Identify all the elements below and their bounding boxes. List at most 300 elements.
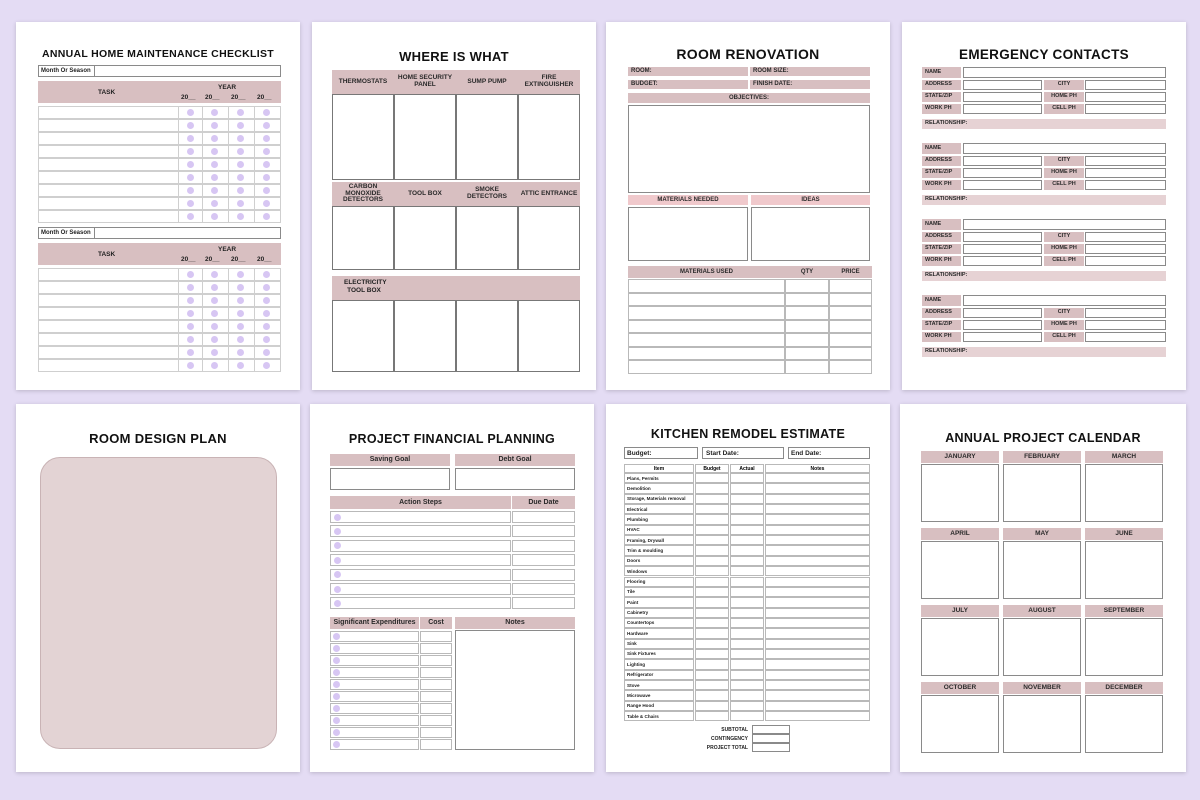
value-cell[interactable]	[730, 597, 764, 607]
checkbox-circle[interactable]	[263, 349, 270, 356]
price-cell[interactable]	[829, 320, 872, 334]
value-cell[interactable]	[695, 566, 729, 576]
checkbox-circle[interactable]	[211, 200, 218, 207]
value-cell[interactable]	[730, 628, 764, 638]
value-cell[interactable]	[730, 639, 764, 649]
checkbox-circle[interactable]	[187, 336, 194, 343]
checkbox-circle[interactable]	[263, 187, 270, 194]
checkbox-circle[interactable]	[211, 135, 218, 142]
location-box[interactable]	[394, 206, 456, 270]
contact-field[interactable]	[963, 244, 1042, 254]
contact-field[interactable]	[1085, 92, 1166, 102]
checkbox-circle[interactable]	[187, 109, 194, 116]
expenditure-field[interactable]	[330, 655, 419, 666]
value-cell[interactable]	[695, 597, 729, 607]
expenditure-bullet[interactable]	[333, 693, 340, 700]
qty-cell[interactable]	[785, 320, 829, 334]
qty-cell[interactable]	[785, 333, 829, 347]
name-field[interactable]	[963, 67, 1166, 78]
project-total-field[interactable]	[752, 743, 790, 752]
contact-field[interactable]	[963, 308, 1042, 318]
subtotal-field[interactable]	[752, 725, 790, 734]
value-cell[interactable]	[695, 618, 729, 628]
name-field[interactable]	[963, 295, 1166, 306]
contact-field[interactable]	[963, 80, 1042, 90]
value-cell[interactable]	[730, 525, 764, 535]
value-cell[interactable]	[765, 483, 870, 493]
month-box[interactable]	[1003, 695, 1081, 753]
location-box[interactable]	[456, 94, 518, 180]
expenditure-bullet[interactable]	[333, 705, 340, 712]
checkbox-circle[interactable]	[263, 284, 270, 291]
checkbox-circle[interactable]	[211, 323, 218, 330]
price-cell[interactable]	[829, 333, 872, 347]
contact-field[interactable]	[963, 156, 1042, 166]
value-cell[interactable]	[695, 659, 729, 669]
expenditure-bullet[interactable]	[333, 657, 340, 664]
value-cell[interactable]	[765, 494, 870, 504]
month-box[interactable]	[921, 464, 999, 522]
checkbox-circle[interactable]	[263, 148, 270, 155]
price-cell[interactable]	[829, 279, 872, 293]
action-step-field[interactable]	[330, 525, 511, 537]
relationship-field[interactable]: RELATIONSHIP:	[922, 271, 1166, 281]
location-box[interactable]	[456, 206, 518, 270]
name-field[interactable]	[963, 143, 1166, 154]
value-cell[interactable]	[765, 587, 870, 597]
value-cell[interactable]	[695, 577, 729, 587]
cost-field[interactable]	[420, 739, 452, 750]
action-step-field[interactable]	[330, 511, 511, 523]
location-box[interactable]	[518, 94, 580, 180]
checkbox-circle[interactable]	[211, 297, 218, 304]
contact-field[interactable]	[963, 232, 1042, 242]
task-row[interactable]	[38, 119, 281, 132]
checkbox-circle[interactable]	[187, 148, 194, 155]
cost-field[interactable]	[420, 631, 452, 642]
checkbox-circle[interactable]	[237, 362, 244, 369]
column-divider	[254, 307, 255, 320]
checkbox-circle[interactable]	[211, 187, 218, 194]
action-step-field[interactable]	[330, 569, 511, 581]
contact-field[interactable]	[963, 180, 1042, 190]
material-cell[interactable]	[628, 360, 785, 374]
month-box[interactable]	[1003, 464, 1081, 522]
checkbox-circle[interactable]	[263, 271, 270, 278]
expenditure-field[interactable]	[330, 739, 419, 750]
value-cell[interactable]	[765, 701, 870, 711]
month-box[interactable]	[1085, 541, 1163, 599]
checkbox-circle[interactable]	[263, 336, 270, 343]
value-cell[interactable]	[695, 680, 729, 690]
cost-field[interactable]	[420, 679, 452, 690]
expenditure-bullet[interactable]	[333, 681, 340, 688]
checkbox-circle[interactable]	[263, 161, 270, 168]
month-box[interactable]	[921, 541, 999, 599]
month-box[interactable]	[1085, 464, 1163, 522]
item-label: Storage, Materials removal	[627, 496, 686, 502]
contact-field[interactable]	[963, 104, 1042, 114]
value-cell[interactable]	[695, 535, 729, 545]
value-cell[interactable]	[730, 494, 764, 504]
action-step-field[interactable]	[330, 554, 511, 566]
value-cell[interactable]	[765, 690, 870, 700]
due-date-field[interactable]	[512, 540, 575, 552]
contact-field[interactable]	[963, 320, 1042, 330]
checkbox-circle[interactable]	[263, 310, 270, 317]
location-box[interactable]	[394, 300, 456, 372]
task-row[interactable]	[38, 333, 281, 346]
value-cell[interactable]	[765, 556, 870, 566]
checkbox-circle[interactable]	[237, 122, 244, 129]
task-row[interactable]	[38, 145, 281, 158]
due-date-field[interactable]	[512, 554, 575, 566]
debt-goal-box[interactable]	[455, 468, 575, 490]
location-box[interactable]	[332, 300, 394, 372]
contact-field[interactable]	[963, 168, 1042, 178]
value-cell[interactable]	[730, 659, 764, 669]
checkbox-circle[interactable]	[211, 349, 218, 356]
due-date-field[interactable]	[512, 597, 575, 609]
expenditure-field[interactable]	[330, 715, 419, 726]
checkbox-circle[interactable]	[237, 323, 244, 330]
value-cell[interactable]	[765, 597, 870, 607]
value-cell[interactable]	[730, 577, 764, 587]
value-cell[interactable]	[730, 566, 764, 576]
value-cell[interactable]	[765, 504, 870, 514]
action-step-field[interactable]	[330, 583, 511, 595]
value-cell[interactable]	[695, 670, 729, 680]
step-bullet[interactable]	[334, 586, 341, 593]
cost-field[interactable]	[420, 667, 452, 678]
expenditure-bullet[interactable]	[333, 645, 340, 652]
checkbox-circle[interactable]	[263, 109, 270, 116]
checkbox-circle[interactable]	[237, 148, 244, 155]
expenditure-bullet[interactable]	[333, 633, 340, 640]
value-cell[interactable]	[765, 628, 870, 638]
qty-cell[interactable]	[785, 293, 829, 307]
checkbox-circle[interactable]	[187, 174, 194, 181]
value-cell[interactable]	[765, 711, 870, 721]
value-cell[interactable]	[765, 680, 870, 690]
name-field[interactable]	[963, 219, 1166, 230]
task-row[interactable]	[38, 294, 281, 307]
qty-cell[interactable]	[785, 279, 829, 293]
value-cell[interactable]	[765, 473, 870, 483]
checkbox-circle[interactable]	[211, 310, 218, 317]
checkbox-circle[interactable]	[187, 310, 194, 317]
value-cell[interactable]	[695, 711, 729, 721]
price-cell[interactable]	[829, 306, 872, 320]
value-cell[interactable]	[730, 618, 764, 628]
expenditure-field[interactable]	[330, 679, 419, 690]
expenditure-bullet[interactable]	[333, 741, 340, 748]
value-cell[interactable]	[695, 545, 729, 555]
value-cell[interactable]	[765, 608, 870, 618]
checkbox-circle[interactable]	[211, 336, 218, 343]
value-cell[interactable]	[730, 473, 764, 483]
checkbox-circle[interactable]	[187, 323, 194, 330]
checkbox-circle[interactable]	[187, 200, 194, 207]
contact-field[interactable]	[963, 256, 1042, 266]
relationship-field[interactable]: RELATIONSHIP:	[922, 195, 1166, 205]
month-box[interactable]	[1085, 695, 1163, 753]
due-date-field[interactable]	[512, 583, 575, 595]
checkbox-circle[interactable]	[237, 310, 244, 317]
checkbox-circle[interactable]	[187, 213, 194, 220]
location-box[interactable]	[518, 300, 580, 372]
checkbox-circle[interactable]	[211, 148, 218, 155]
value-cell[interactable]	[765, 535, 870, 545]
task-row[interactable]	[38, 184, 281, 197]
objectives-box[interactable]	[628, 105, 870, 193]
task-row[interactable]	[38, 106, 281, 119]
value-cell[interactable]	[695, 525, 729, 535]
checkbox-circle[interactable]	[263, 200, 270, 207]
month-box[interactable]	[921, 618, 999, 676]
expenditure-bullet[interactable]	[333, 729, 340, 736]
material-cell[interactable]	[628, 347, 785, 361]
value-cell[interactable]	[730, 608, 764, 618]
checkbox-circle[interactable]	[211, 174, 218, 181]
checkbox-circle[interactable]	[237, 297, 244, 304]
contact-field[interactable]	[963, 92, 1042, 102]
contact-field[interactable]	[1085, 156, 1166, 166]
contingency-field[interactable]	[752, 734, 790, 743]
value-cell[interactable]	[730, 711, 764, 721]
value-cell[interactable]	[765, 649, 870, 659]
checkbox-circle[interactable]	[187, 271, 194, 278]
task-row[interactable]	[38, 359, 281, 372]
action-step-field[interactable]	[330, 597, 511, 609]
column-divider	[228, 281, 229, 294]
expenditure-bullet[interactable]	[333, 669, 340, 676]
task-row[interactable]	[38, 268, 281, 281]
location-box[interactable]	[332, 206, 394, 270]
cost-field[interactable]	[420, 715, 452, 726]
task-row[interactable]	[38, 197, 281, 210]
expenditure-field[interactable]	[330, 691, 419, 702]
checkbox-circle[interactable]	[187, 161, 194, 168]
value-cell[interactable]	[730, 514, 764, 524]
expenditure-field[interactable]	[330, 703, 419, 714]
contact-field[interactable]	[1085, 244, 1166, 254]
cost-field[interactable]	[420, 691, 452, 702]
value-cell[interactable]	[695, 494, 729, 504]
checkbox-circle[interactable]	[263, 174, 270, 181]
checkbox-circle[interactable]	[263, 122, 270, 129]
month-box[interactable]	[1003, 618, 1081, 676]
value-cell[interactable]	[695, 483, 729, 493]
column-divider	[202, 184, 203, 197]
checkbox-circle[interactable]	[263, 323, 270, 330]
value-cell[interactable]	[730, 670, 764, 680]
checkbox-circle[interactable]	[187, 297, 194, 304]
checkbox-circle[interactable]	[187, 122, 194, 129]
checkbox-circle[interactable]	[263, 213, 270, 220]
checkbox-circle[interactable]	[237, 109, 244, 116]
price-cell[interactable]	[829, 347, 872, 361]
checkbox-circle[interactable]	[237, 161, 244, 168]
material-cell[interactable]	[628, 320, 785, 334]
location-box[interactable]	[332, 94, 394, 180]
cost-field[interactable]	[420, 655, 452, 666]
value-cell[interactable]	[695, 701, 729, 711]
contact-field[interactable]	[1085, 232, 1166, 242]
location-box[interactable]	[518, 206, 580, 270]
contact-field[interactable]	[1085, 256, 1166, 266]
materials-needed-box[interactable]	[628, 207, 748, 261]
value-cell[interactable]	[765, 670, 870, 680]
value-cell[interactable]	[730, 680, 764, 690]
checkbox-circle[interactable]	[211, 161, 218, 168]
checkbox-circle[interactable]	[263, 297, 270, 304]
qty-cell[interactable]	[785, 347, 829, 361]
value-cell[interactable]	[765, 525, 870, 535]
value-cell[interactable]	[730, 690, 764, 700]
value-cell[interactable]	[730, 649, 764, 659]
checkbox-circle[interactable]	[237, 187, 244, 194]
location-box[interactable]	[394, 94, 456, 180]
task-row[interactable]	[38, 132, 281, 145]
value-cell[interactable]	[730, 587, 764, 597]
value-cell[interactable]	[695, 608, 729, 618]
checkbox-circle[interactable]	[211, 122, 218, 129]
relationship-field[interactable]: RELATIONSHIP:	[922, 119, 1166, 129]
cost-field[interactable]	[420, 703, 452, 714]
checkbox-circle[interactable]	[237, 213, 244, 220]
value-cell[interactable]	[765, 566, 870, 576]
value-cell[interactable]	[730, 556, 764, 566]
task-row[interactable]	[38, 210, 281, 223]
task-row[interactable]	[38, 158, 281, 171]
checkbox-circle[interactable]	[211, 362, 218, 369]
qty-cell[interactable]	[785, 306, 829, 320]
price-cell[interactable]	[829, 293, 872, 307]
checkbox-circle[interactable]	[263, 135, 270, 142]
expenditure-field[interactable]	[330, 643, 419, 654]
checkbox-circle[interactable]	[187, 135, 194, 142]
contact-field[interactable]	[963, 332, 1042, 342]
value-cell[interactable]	[695, 473, 729, 483]
due-date-field[interactable]	[512, 525, 575, 537]
value-cell[interactable]	[695, 587, 729, 597]
notes-box[interactable]	[455, 630, 575, 750]
due-date-field[interactable]	[512, 511, 575, 523]
value-cell[interactable]	[730, 545, 764, 555]
checkbox-circle[interactable]	[187, 187, 194, 194]
checkbox-circle[interactable]	[237, 174, 244, 181]
checkbox-circle[interactable]	[237, 271, 244, 278]
value-cell[interactable]	[695, 628, 729, 638]
value-cell[interactable]	[695, 649, 729, 659]
value-cell[interactable]	[765, 659, 870, 669]
value-cell[interactable]	[695, 504, 729, 514]
checkbox-circle[interactable]	[237, 200, 244, 207]
contact-field[interactable]	[1085, 80, 1166, 90]
value-cell[interactable]	[695, 690, 729, 700]
material-cell[interactable]	[628, 333, 785, 347]
location-box[interactable]	[456, 300, 518, 372]
contact-field[interactable]	[1085, 168, 1166, 178]
value-cell[interactable]	[730, 483, 764, 493]
material-cell[interactable]	[628, 293, 785, 307]
ideas-box[interactable]	[751, 207, 870, 261]
expenditure-field[interactable]	[330, 727, 419, 738]
checkbox-circle[interactable]	[211, 271, 218, 278]
checkbox-circle[interactable]	[187, 284, 194, 291]
contact-field[interactable]	[1085, 104, 1166, 114]
checkbox-circle[interactable]	[187, 349, 194, 356]
task-row[interactable]	[38, 307, 281, 320]
due-date-field[interactable]	[512, 569, 575, 581]
checkbox-circle[interactable]	[211, 284, 218, 291]
expenditure-bullet[interactable]	[333, 717, 340, 724]
material-cell[interactable]	[628, 279, 785, 293]
action-step-field[interactable]	[330, 540, 511, 552]
checkbox-circle[interactable]	[187, 362, 194, 369]
checkbox-circle[interactable]	[263, 362, 270, 369]
month-box[interactable]	[1085, 618, 1163, 676]
price-header: PRICE	[829, 266, 872, 278]
value-cell[interactable]	[730, 504, 764, 514]
saving-goal-box[interactable]	[330, 468, 450, 490]
contact-field[interactable]	[1085, 332, 1166, 342]
checkbox-circle[interactable]	[211, 213, 218, 220]
checkbox-circle[interactable]	[237, 336, 244, 343]
value-cell[interactable]	[765, 545, 870, 555]
price-cell[interactable]	[829, 360, 872, 374]
material-cell[interactable]	[628, 306, 785, 320]
page-title: KITCHEN REMODEL ESTIMATE	[650, 427, 846, 441]
month-box[interactable]	[921, 695, 999, 753]
step-bullet[interactable]	[334, 528, 341, 535]
value-cell[interactable]	[765, 639, 870, 649]
cost-field[interactable]	[420, 643, 452, 654]
value-cell[interactable]	[730, 701, 764, 711]
value-cell[interactable]	[765, 514, 870, 524]
expenditure-field[interactable]	[330, 631, 419, 642]
task-row[interactable]	[38, 320, 281, 333]
value-cell[interactable]	[765, 618, 870, 628]
step-bullet[interactable]	[334, 600, 341, 607]
value-cell[interactable]	[695, 514, 729, 524]
checkbox-circle[interactable]	[237, 284, 244, 291]
contact-field[interactable]	[1085, 180, 1166, 190]
value-cell[interactable]	[695, 639, 729, 649]
checkbox-circle[interactable]	[237, 349, 244, 356]
task-row[interactable]	[38, 281, 281, 294]
expenditure-field[interactable]	[330, 667, 419, 678]
contact-field[interactable]	[1085, 308, 1166, 318]
value-cell[interactable]	[730, 535, 764, 545]
step-bullet[interactable]	[334, 557, 341, 564]
value-cell[interactable]	[765, 577, 870, 587]
checkbox-circle[interactable]	[237, 135, 244, 142]
task-row[interactable]	[38, 346, 281, 359]
checkbox-circle[interactable]	[211, 109, 218, 116]
month-box[interactable]	[1003, 541, 1081, 599]
qty-cell[interactable]	[785, 360, 829, 374]
task-row[interactable]	[38, 171, 281, 184]
step-bullet[interactable]	[334, 514, 341, 521]
value-cell[interactable]	[695, 556, 729, 566]
relationship-field[interactable]: RELATIONSHIP:	[922, 347, 1166, 357]
cost-field[interactable]	[420, 727, 452, 738]
item-label: Framing, Drywall	[627, 537, 665, 543]
contact-field[interactable]	[1085, 320, 1166, 330]
design-panel[interactable]	[40, 457, 277, 749]
